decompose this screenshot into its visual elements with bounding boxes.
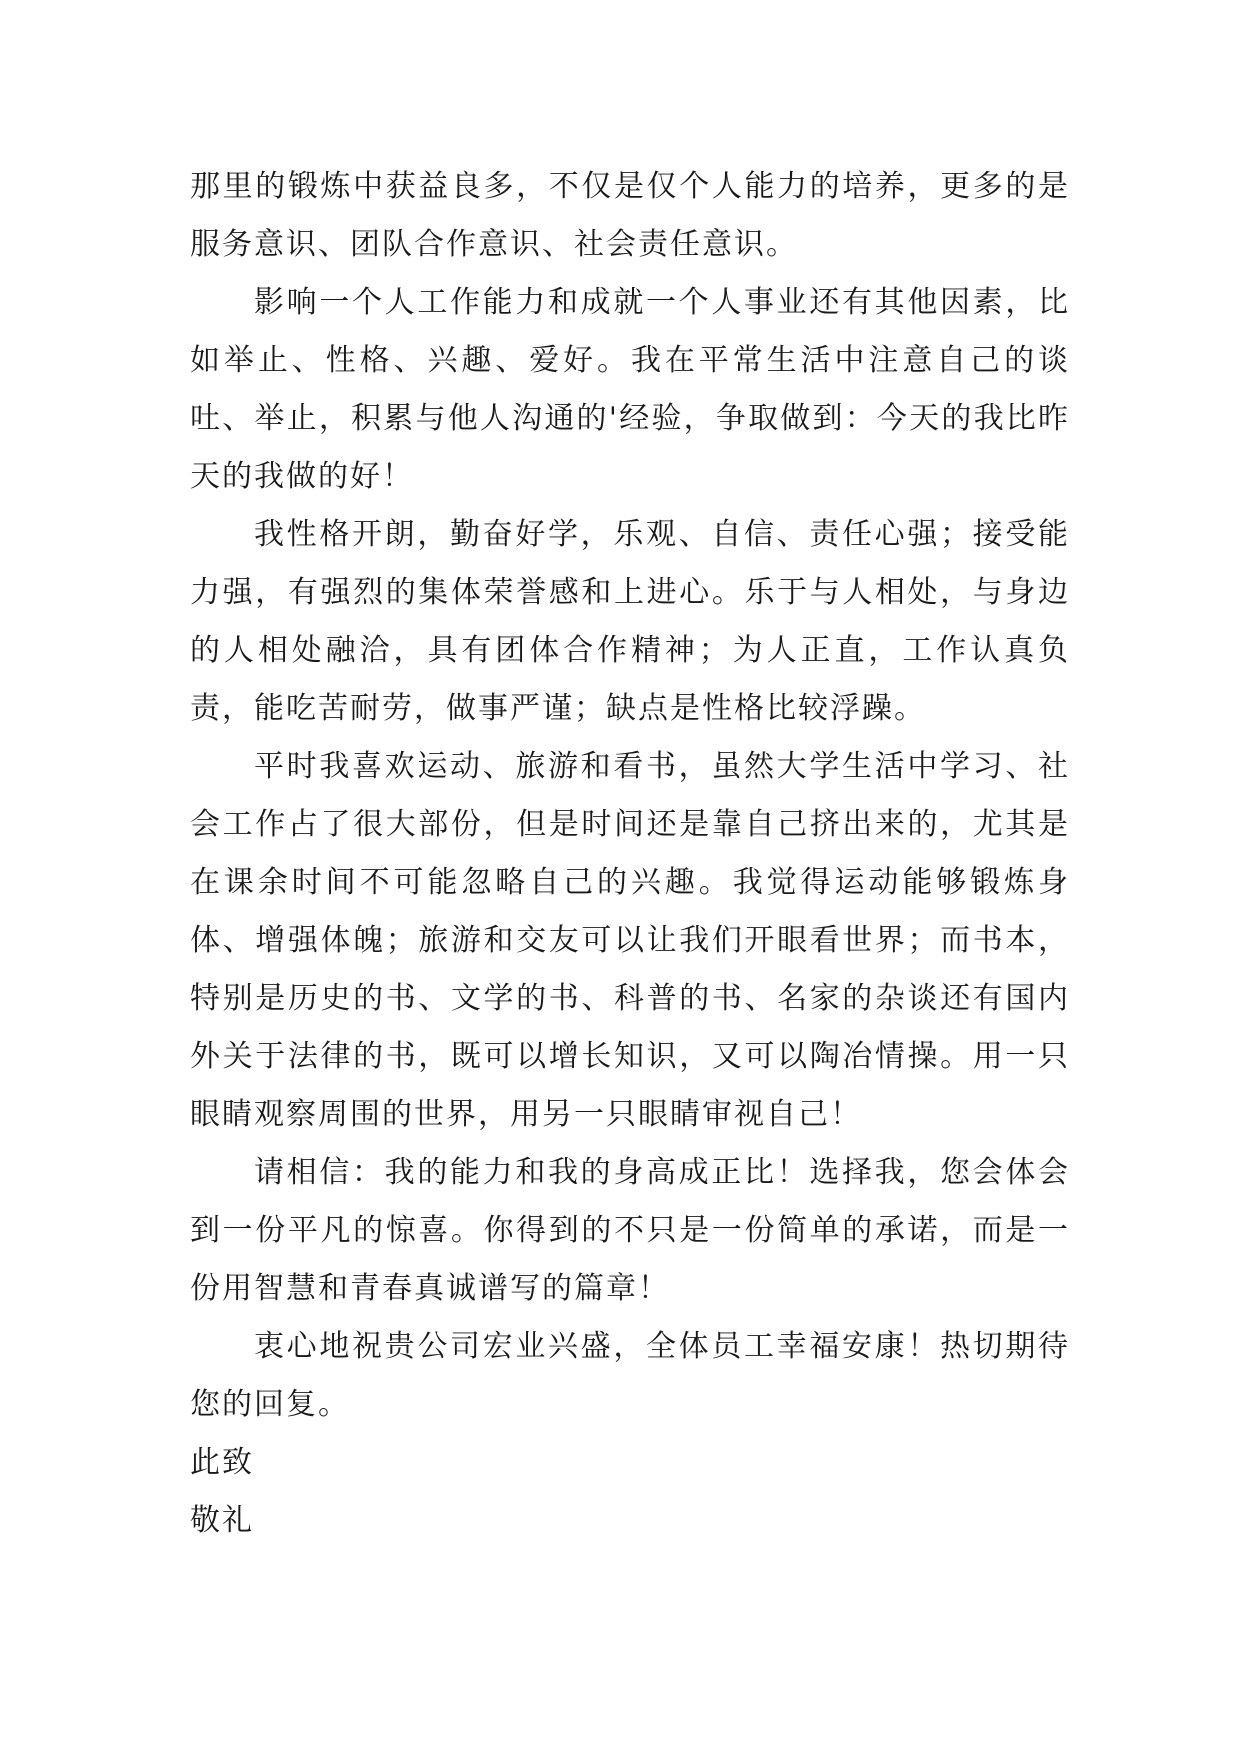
paragraph-1: 那里的锻炼中获益良多，不仅是仅个人能力的培养，更多的是服务意识、团队合作意识、社会责任意识。 (190, 169, 1070, 262)
closing-regards: 敬礼 (190, 1503, 254, 1538)
paragraph-4: 平时我喜欢运动、旅游和看书，虽然大学生活中学习、社会工作占了很大部份，但是时间还是靠自己挤出来的，尤其是在课余时间不可能忽略自己的兴趣。我觉得运动能够锻炼身体、增强体魄；旅游和交友可以让我们开眼看世界；而书本，特别是历史的书、文学的书、科普的书、名家的杂谈还有国内外关于法律的书，既可以增长知识，又可以陶冶情操。用一只眼睛观察周围的世界，用另一只眼睛审视自己！ (190, 749, 1070, 1132)
closing-salutation: 此致 (190, 1445, 254, 1480)
paragraph-5: 请相信：我的能力和我的身高成正比！选择我，您会体会到一份平凡的惊喜。你得到的不只是一份简单的承诺，而是一份用智慧和青春真诚谱写的篇章！ (190, 1155, 1070, 1306)
letter-body (190, 158, 1070, 1550)
paragraph-3: 我性格开朗，勤奋好学，乐观、自信、责任心强；接受能力强，有强烈的集体荣誉感和上进心。乐于与人相处，与身边的人相处融洽，具有团体合作精神；为人正直，工作认真负责，能吃苦耐劳，做事严谨；缺点是性格比较浮躁。 (190, 517, 1070, 726)
paragraph-2: 影响一个人工作能力和成就一个人事业还有其他因素，比如举止、性格、兴趣、爱好。我在平常生活中注意自己的谈吐、举止，积累与他人沟通的'经验，争取做到：今天的我比昨天的我做的好！ (190, 285, 1070, 494)
paragraph-6: 衷心地祝贵公司宏业兴盛，全体员工幸福安康！热切期待您的回复。 (190, 1329, 1070, 1422)
